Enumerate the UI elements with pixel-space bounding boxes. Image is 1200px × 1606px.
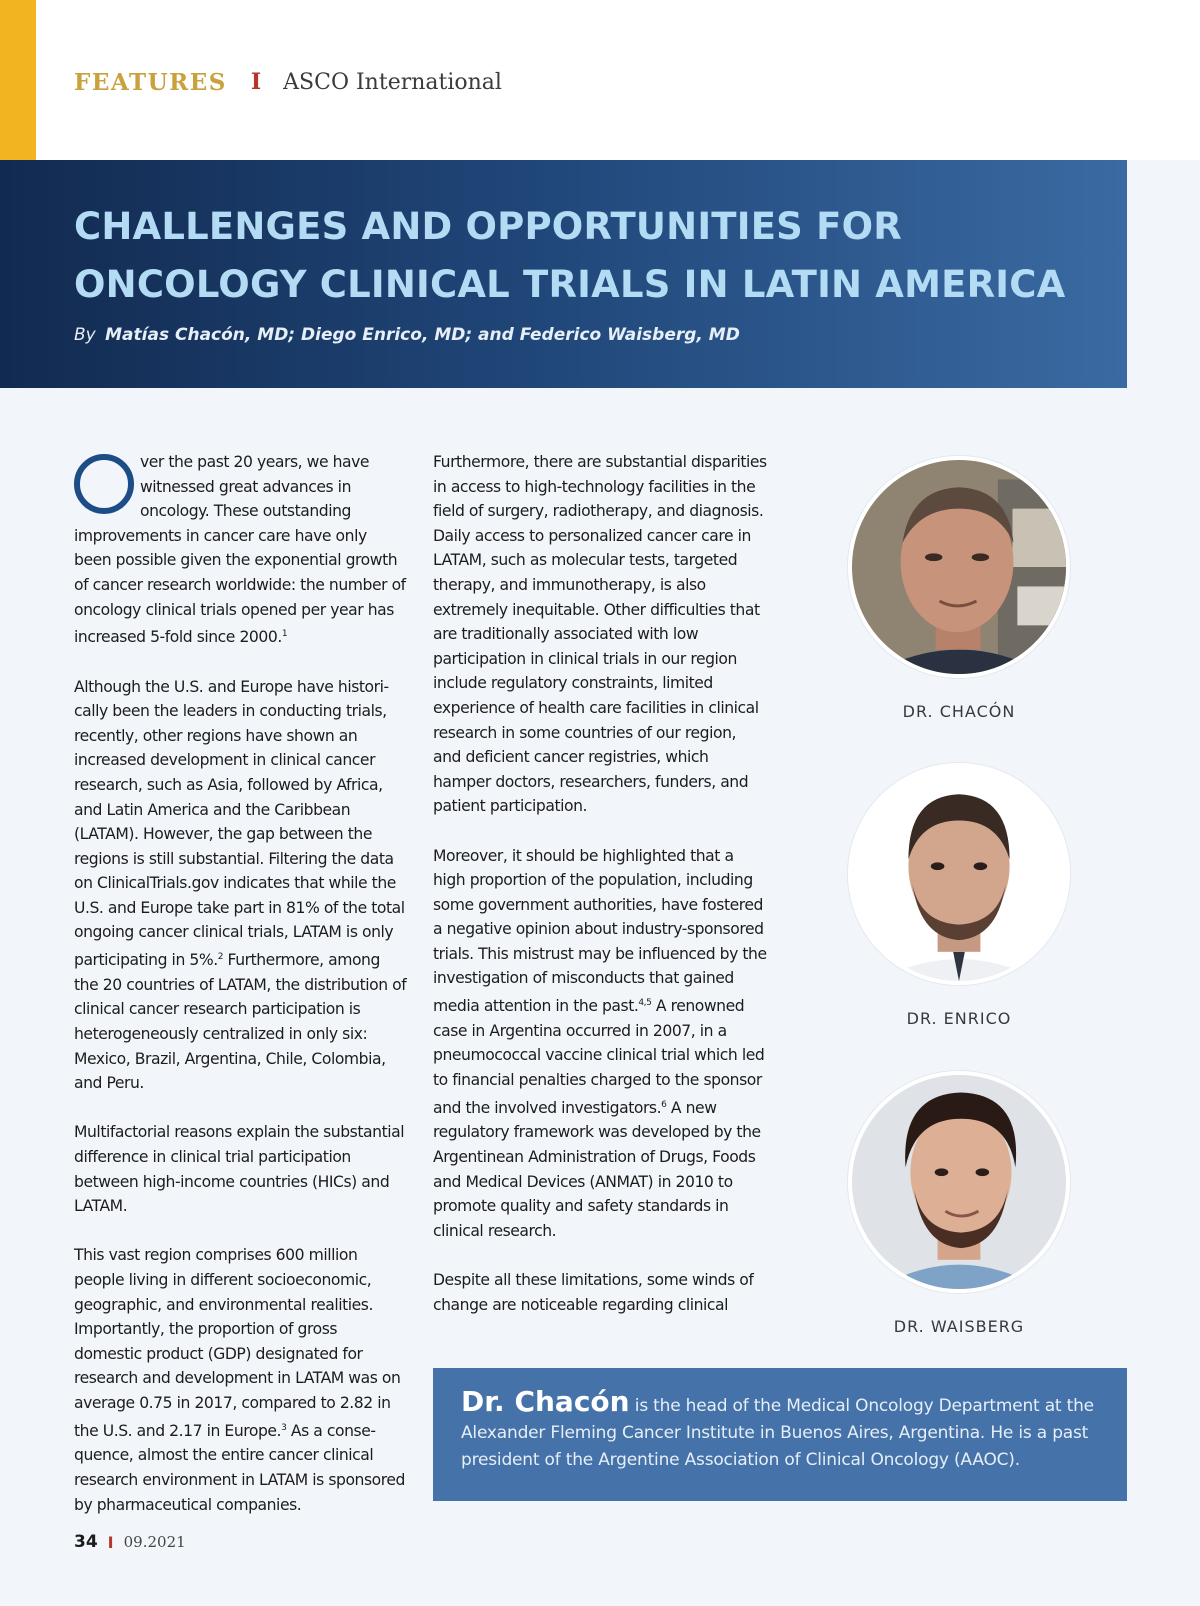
section-label: FEATURES xyxy=(74,68,227,96)
paragraph-text: As a consequence, almost the entire cancer clinical research environment in LATAM is sponsored by pharmaceutical companies. xyxy=(74,1421,405,1514)
portrait-chacon-image xyxy=(852,460,1066,674)
byline-authors: Matías Chacón, MD; Diego Enrico, MD; and Federico Waisberg, MD xyxy=(105,325,740,345)
paragraph-text: Multifactorial reasons explain the substantial difference in clinical trial participation between high-income countries (HICs) and LATAM. xyxy=(74,1123,405,1216)
portrait-waisberg-image xyxy=(852,1075,1066,1289)
article-column-left xyxy=(74,450,408,1542)
paragraph xyxy=(433,844,768,1244)
paragraph-text: A renowned case in Argentina occurred in 2007, in a pneumococcal vaccine clinical trial which led to financial penalties charged to the sponsor and the involved investigators. xyxy=(433,997,765,1117)
portrait-chacon xyxy=(848,456,1070,678)
portrait-caption: DR. ENRICO xyxy=(906,1009,1012,1028)
footer-separator: I xyxy=(107,1532,114,1552)
bio-name: Dr. Chacón xyxy=(461,1385,630,1418)
dropcap-o-icon xyxy=(74,454,134,514)
section-header xyxy=(74,64,502,100)
portrait-enrico-image xyxy=(852,767,1066,981)
paragraph xyxy=(433,1268,768,1317)
paragraph-text: This vast region comprises 600 million people living in different socioeconomic, geographic, and environmental realities. Importantly, the proportion of gross domestic product (GDP) designated for research and development in LATAM was on average 0.75 in 2017, compared to 2.82 in the U.S. and 2.17 in Europe. xyxy=(74,1246,401,1440)
publication-name: ASCO International xyxy=(283,69,502,95)
paragraph xyxy=(74,1243,408,1517)
article-title: CHALLENGES AND OPPORTUNITIES FOR ONCOLOGY CLINICAL TRIALS IN LATIN AMERICA xyxy=(74,205,1066,306)
byline-prefix: By xyxy=(74,325,96,345)
page-footer xyxy=(74,1532,186,1552)
reference-mark: 1 xyxy=(281,629,288,640)
article-column-middle xyxy=(433,450,768,1342)
paragraph xyxy=(433,450,768,819)
reference-mark: 3 xyxy=(281,1422,287,1433)
portrait-caption: DR. WAISBERG xyxy=(893,1317,1025,1336)
portrait-enrico xyxy=(848,763,1070,985)
paragraph-text: Despite all these limitations, some winds of change are noticeable regarding clinical xyxy=(433,1270,754,1314)
reference-mark: 4,5 xyxy=(638,998,652,1009)
byline xyxy=(74,325,740,345)
reference-mark: 6 xyxy=(661,1099,667,1110)
reference-mark: 2 xyxy=(217,952,224,963)
accent-bar xyxy=(0,0,36,160)
paragraph xyxy=(74,1120,408,1218)
paragraph-text: ver the past 20 years, we have witnessed great advances in oncology. These outstanding improvements in cancer care have only been possible given the exponential growth of cancer research worldwide: the number of oncology clinical trials opened per year has increased 5-fold since 2000. xyxy=(74,453,406,647)
paragraph xyxy=(74,675,408,1096)
paragraph-text: Furthermore, among the 20 countries of LATAM, the distribution of clinical cancer research participation is heterogeneously centralized in only six: Mexico, Brazil, Argentina, Chile, Colombia, and Peru. xyxy=(74,951,407,1093)
article-hero xyxy=(0,160,1127,388)
paragraph-text: Although the U.S. and Europe have historically been the leaders in conducting trials, recently, other regions have shown an increased development in clinical cancer research, such as Asia, followed by Africa, and Latin America and the Caribbean (LATAM). However, the gap between the regions is still substantial. Filtering the data on ClinicalTrials.gov indicates that while the U.S. and Europe take part in 81% of the total ongoing cancer clinical trials, LATAM is only participating in 5%. xyxy=(74,677,405,970)
paragraph-text: Moreover, it should be highlighted that a high proportion of the population, including some government authorities, have fostered a negative opinion about industry-sponsored trials. This mistrust may be influenced by the investigation of misconducts that gained media attention in the past. xyxy=(433,846,767,1016)
paragraph-text: A new regulatory framework was developed by the Argentinean Administration of Drugs, Foods and Medical Devices (ANMAT) in 2010 to promote quality and safety standards in clinical research. xyxy=(433,1098,761,1240)
paragraph-text: Furthermore, there are substantial disparities in access to high-technology facilities in the field of surgery, radiotherapy, and diagnosis. Daily access to personalized cancer care in LATAM, such as molecular tests, targeted therapy, and immunotherapy, is also extremely inequitable. Other difficulties that are traditionally associated with low participation in clinical trials in our region include regulatory constraints, limited experience of health care facilities in clinical research in some countries of our region, and deficient cancer registries, which hamper doctors, researchers, funders, and patient participation. xyxy=(433,453,767,816)
portrait-caption: DR. CHACÓN xyxy=(902,702,1016,721)
section-separator: I xyxy=(250,69,262,95)
page-number: 34 xyxy=(74,1532,98,1552)
author-bio-box xyxy=(433,1368,1127,1501)
portrait-waisberg xyxy=(848,1071,1070,1293)
paragraph xyxy=(74,450,408,650)
issue-date: 09.2021 xyxy=(123,1533,186,1551)
bio-text: is the head of the Medical Oncology Department at the Alexander Fleming Cancer Institute in Buenos Aires, Argentina. He is a past president of the Argentine Association of Clinical Oncology (AAOC). xyxy=(461,1396,1094,1470)
